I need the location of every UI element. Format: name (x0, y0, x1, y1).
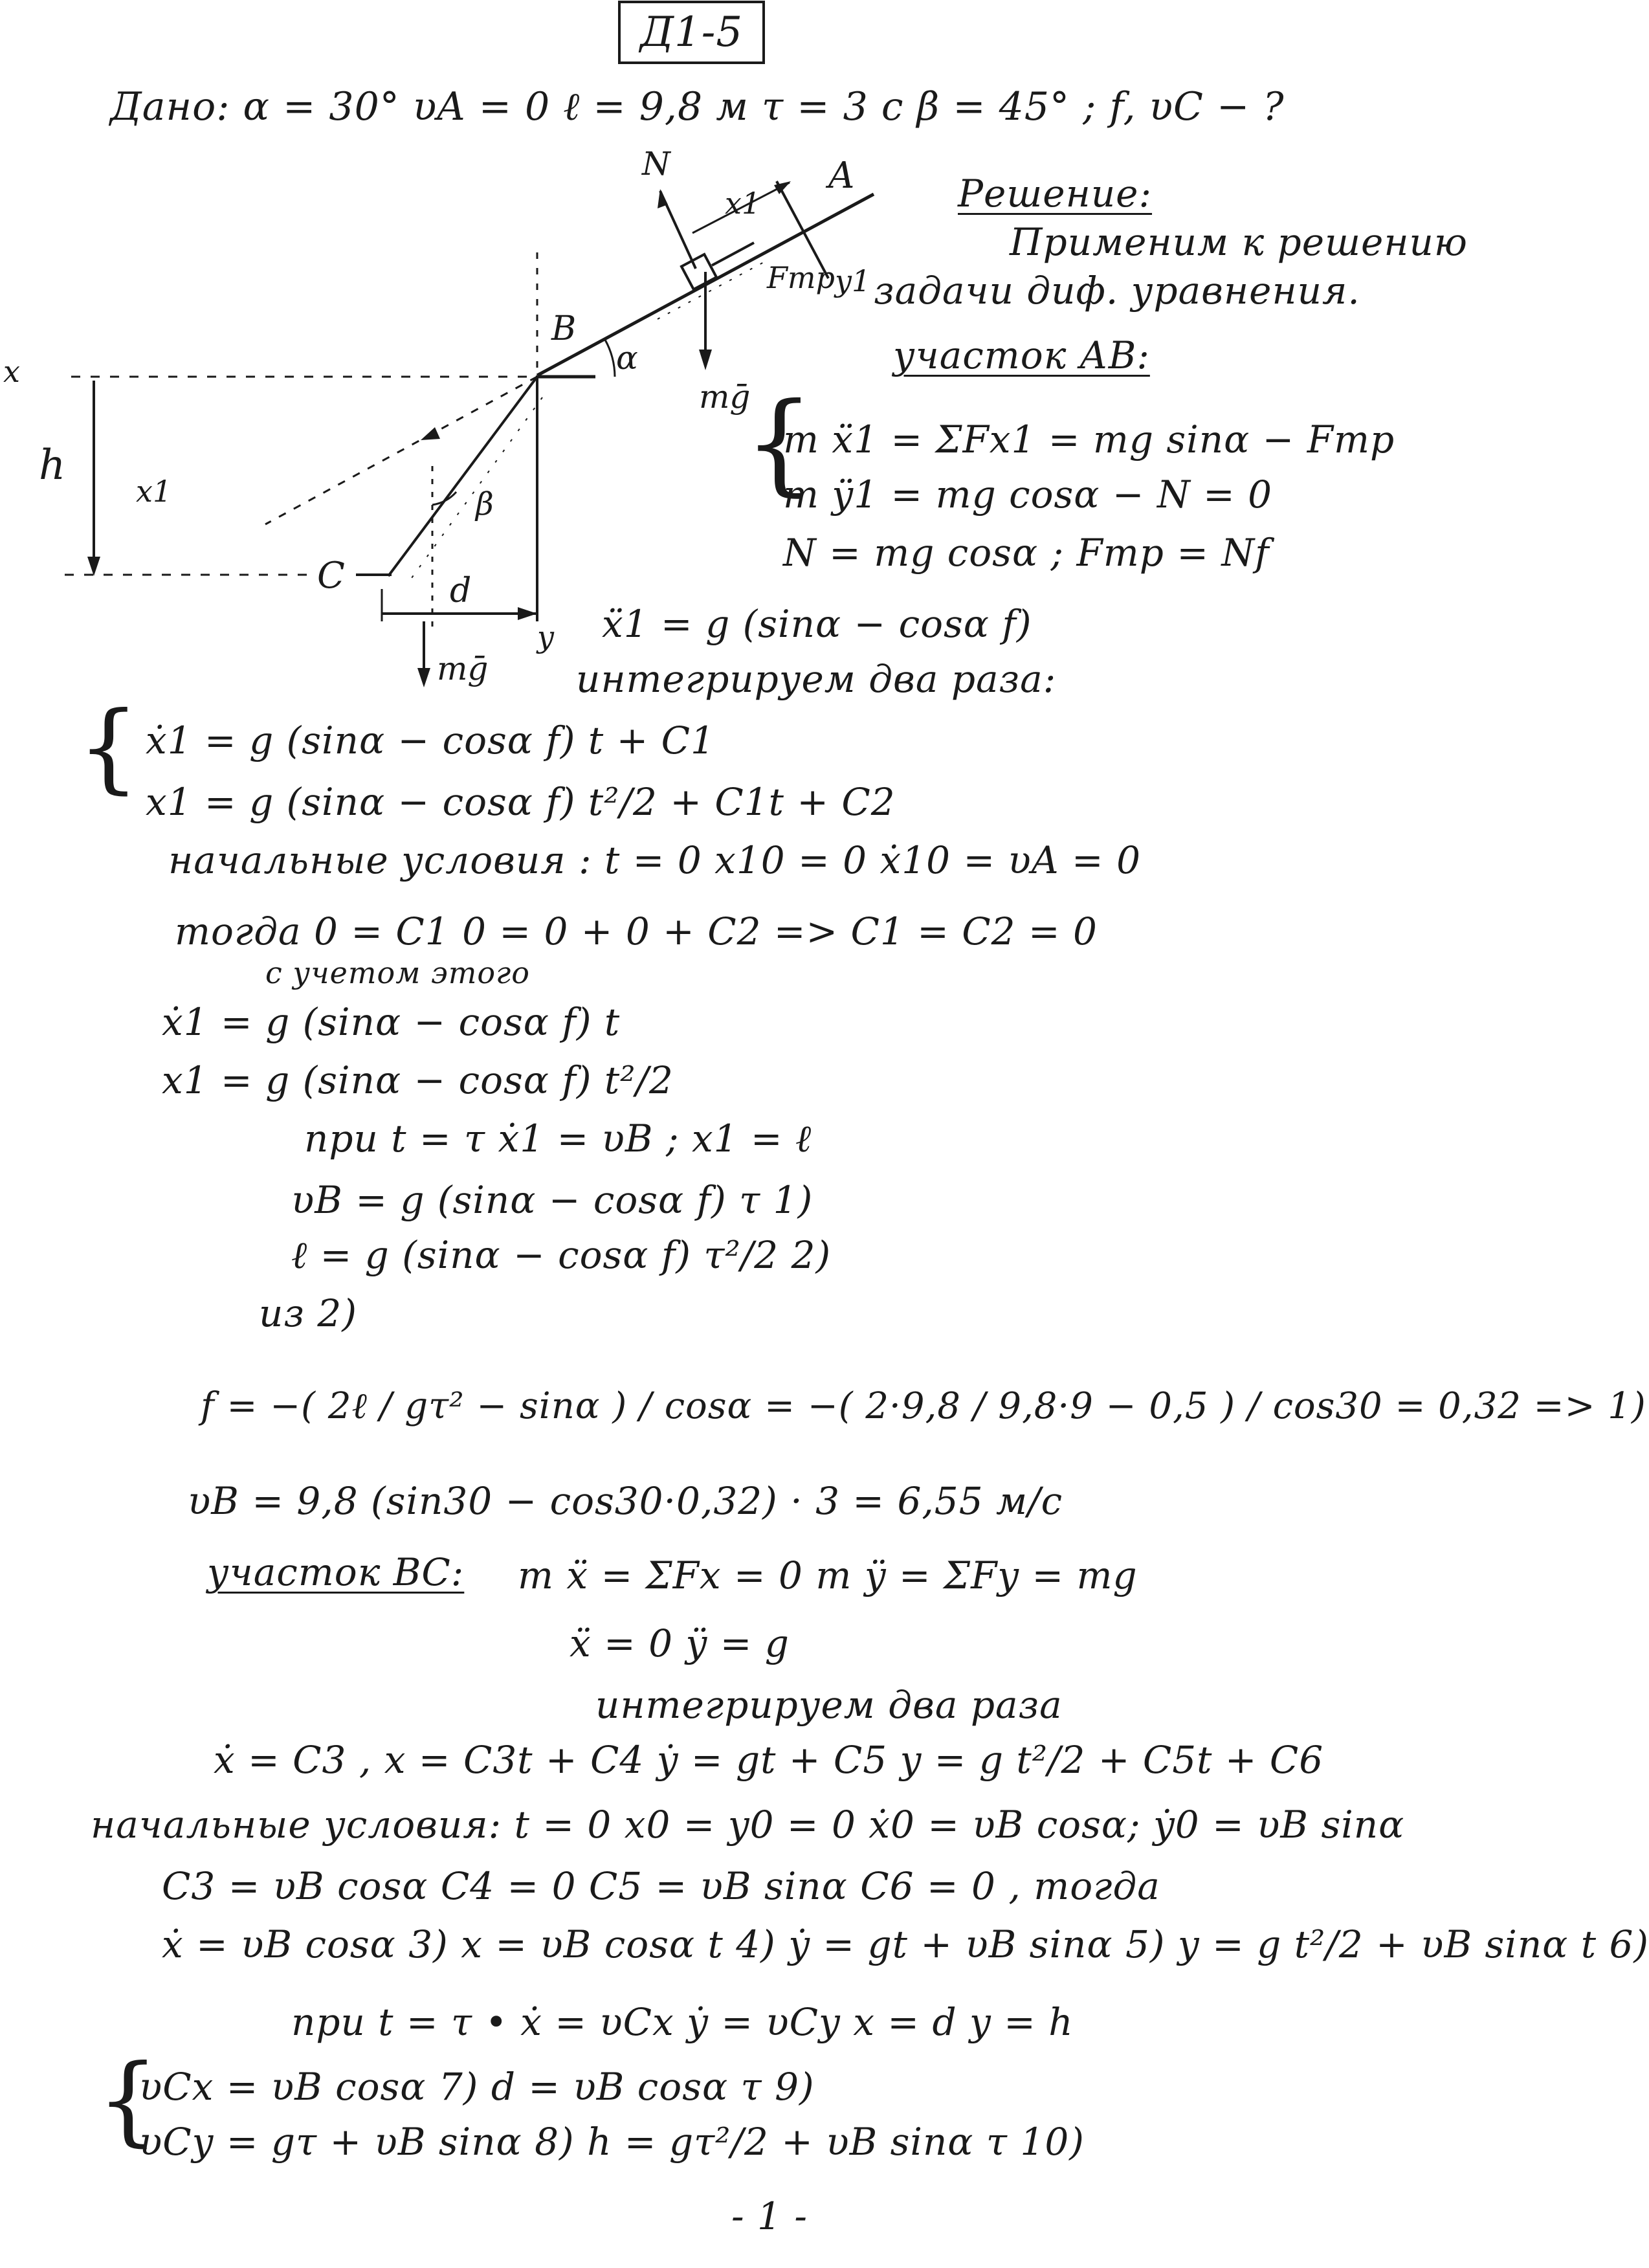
label-alpha: α (616, 339, 638, 377)
velocity-b-result: υB = 9,8 (sin30 − cos30·0,32) · 3 = 6,55 м/с (188, 1479, 1063, 1523)
page-title (618, 8, 765, 56)
alpha-arc (605, 340, 615, 377)
friction-coefficient: f = −( 2ℓ / gτ² − sinα ) / cosα = −( 2·9,8 / 9,8·9 − 0,5 ) / cos30 = 0,32 => 1) (201, 1385, 1646, 1427)
at-time-tau-ab: при t = τ ẋ1 = υB ; x1 = ℓ (304, 1117, 812, 1161)
intro-line-2: задачи диф. уравнения. (874, 269, 1360, 313)
equations-3-to-6: ẋ = υB cosα 3) x = υB cosα t 4) ẏ = gt + υB sinα 5) y = g t²/2 + υB sinα t 6) (162, 1922, 1649, 1966)
given-line: Дано: α = 30° υA = 0 ℓ = 9,8 м τ = 3 с β = 45° ; f, υC − ? (110, 84, 1285, 129)
integrate-twice-1: интегрируем два раза: (576, 657, 1057, 701)
trajectory-hatch (406, 397, 542, 585)
incline-extension (265, 377, 537, 524)
equation-1: υB = g (sinα − cosα f) τ 1) (291, 1178, 813, 1222)
intro-line-1: Применим к решению (1010, 220, 1468, 264)
label-n: N (642, 145, 670, 183)
velocity-equation-ab: ẋ1 = g (sinα − cosα f) t + C1 (146, 718, 715, 762)
label-beta: β (476, 486, 494, 522)
system-brace-final: { (97, 2044, 159, 2157)
gravity-arrowhead-bottom (417, 668, 430, 687)
newton-bc: m ẍ = ΣFx = 0 m ÿ = ΣFy = mg (518, 1553, 1138, 1597)
system-brace-1: { (78, 691, 140, 804)
section-bc-heading: участок ВС: (207, 1550, 465, 1594)
h-arrowhead (87, 557, 100, 576)
constants-ab: тогда 0 = C1 0 = 0 + 0 + C2 => C1 = C2 = 0 (175, 909, 1098, 953)
integrate-twice-2: интегрируем два раза (595, 1683, 1063, 1727)
position-equation-ab: x1 = g (sinα − cosα f) t²/2 + C1t + C2 (146, 780, 896, 824)
label-mg-top: mḡ (699, 378, 751, 416)
label-x-axis: x (3, 354, 20, 389)
label-d: d (450, 572, 472, 610)
equation-ab-2: m ÿ1 = mg cosα − N = 0 (783, 472, 1273, 517)
page-number: - 1 - (731, 2194, 808, 2238)
label-a: A (828, 155, 855, 197)
position-solution-ab: x1 = g (sinα − cosα f) t²/2 (162, 1058, 674, 1102)
trajectory-bc (388, 377, 537, 576)
equations-7-9: υCx = υB cosα 7) d = υB cosα τ 9) (139, 2065, 815, 2109)
at-time-tau-bc: при t = τ • ẋ = υCx ẏ = υCy x = d y = h (291, 2000, 1074, 2044)
equation-2: ℓ = g (sinα − cosα f) τ²/2 2) (291, 1233, 832, 1277)
from-2: из 2) (259, 1291, 357, 1335)
system-brace-ab: { (744, 379, 815, 507)
constants-bc: C3 = υB cosα C4 = 0 C5 = υB sinα C6 = 0 , тогда (162, 1864, 1160, 1908)
d-arrowhead (518, 607, 537, 620)
label-y1: y1 (835, 263, 871, 298)
velocity-solution-ab: ẋ1 = g (sinα − cosα f) t (162, 1000, 621, 1044)
general-solution-bc: ẋ = C3 , x = C3t + C4 ẏ = gt + C5 y = g t²/2 + C5t + C6 (214, 1738, 1324, 1782)
initial-conditions-ab: начальные условия : t = 0 x10 = 0 ẋ10 = υA = 0 (168, 838, 1141, 882)
equations-8-10: υCy = gτ + υB sinα 8) h = gτ²/2 + υB sinα τ 10) (139, 2120, 1085, 2164)
acceleration-bc: ẍ = 0 ÿ = g (570, 1621, 790, 1665)
with-this: с учетом этого (265, 955, 530, 990)
section-ab-heading: участок АВ: (893, 333, 1150, 377)
equation-ab-1: m ẍ1 = ΣFx1 = mg sinα − Fтр (783, 417, 1395, 461)
equation-ab-4: ẍ1 = g (sinα − cosα f) (602, 602, 1032, 646)
solution-heading: Решение: (958, 172, 1153, 216)
label-ftp: Fтр (767, 260, 835, 295)
incline-extension-arrowhead (421, 427, 440, 440)
block (681, 254, 716, 289)
label-h: h (39, 441, 66, 489)
label-c: C (317, 555, 345, 597)
label-b: B (551, 309, 577, 348)
equation-ab-3: N = mg cosα ; Fтр = Nf (783, 531, 1270, 575)
label-y-axis: y (537, 619, 554, 654)
initial-conditions-bc: начальные условия: t = 0 x0 = y0 = 0 ẋ0 = υB cosα; ẏ0 = υB sinα (91, 1803, 1405, 1847)
gravity-arrowhead-top (699, 350, 712, 370)
label-x1-left: x1 (136, 474, 172, 509)
title-box: Д1-5 (618, 1, 765, 64)
label-mg-bottom: mḡ (437, 650, 489, 687)
label-x1-top: x1 (725, 186, 761, 221)
